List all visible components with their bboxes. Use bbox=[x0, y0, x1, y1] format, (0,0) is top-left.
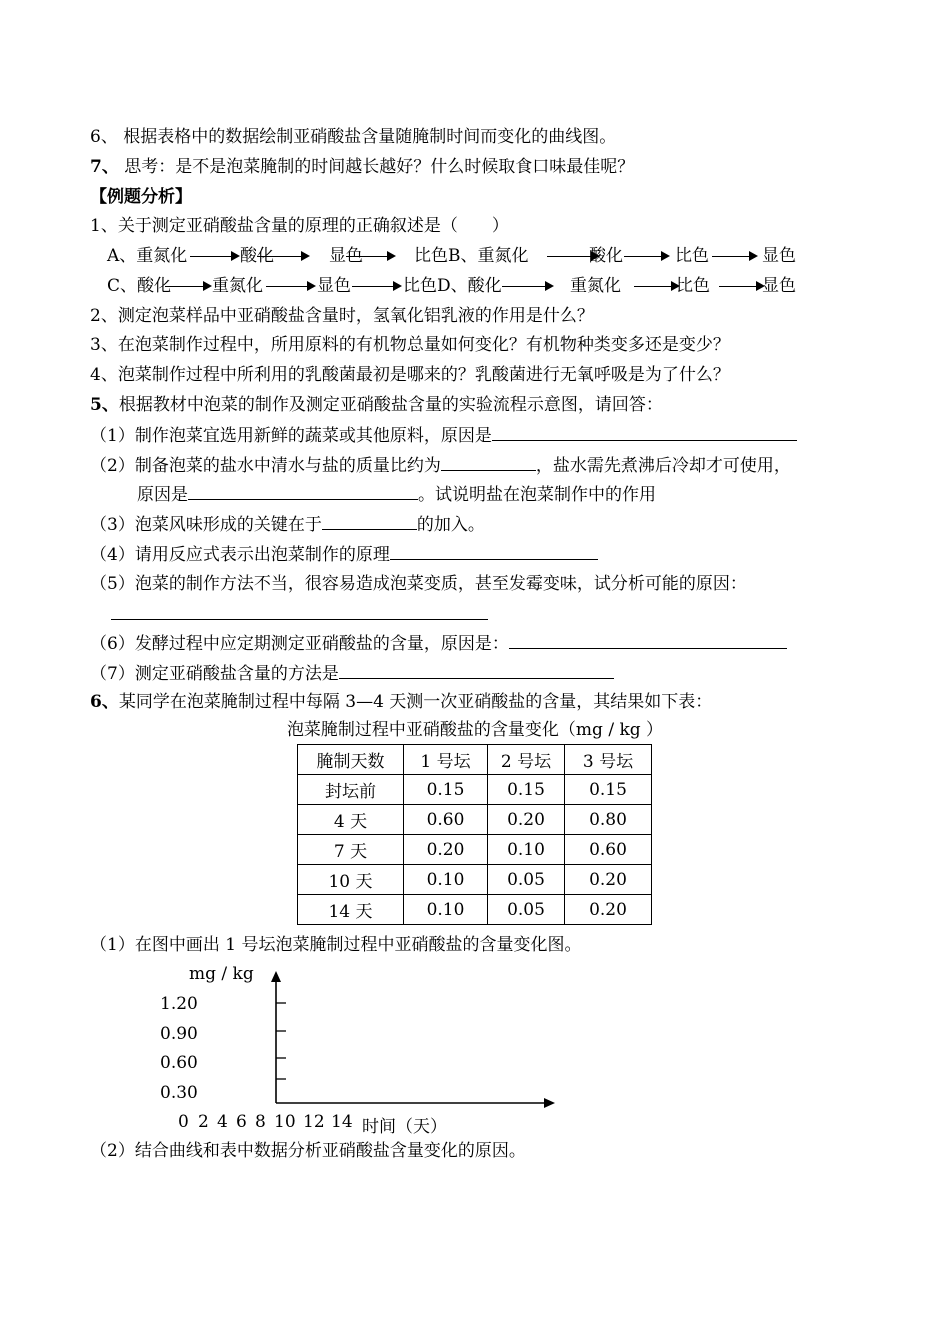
part-1-prompt: （1）在图中画出 1 号坛泡菜腌制过程中亚硝酸盐的含量变化图。 bbox=[90, 935, 582, 955]
option-b-label: B、重氮化 bbox=[448, 246, 529, 266]
sub-4 bbox=[90, 543, 598, 566]
y-tick-label: 0.60 bbox=[160, 1053, 198, 1073]
nitrite-table bbox=[297, 744, 652, 925]
answer-blank-6[interactable] bbox=[509, 632, 787, 649]
table-cell: 0.15 bbox=[565, 775, 652, 805]
table-cell: 0.80 bbox=[565, 805, 652, 835]
part-2-prompt: （2）结合曲线和表中数据分析亚硝酸盐含量变化的原因。 bbox=[90, 1141, 526, 1161]
x-tick-label: 0 bbox=[178, 1112, 189, 1132]
table-cell: 4 天 bbox=[298, 805, 404, 835]
table-cell: 10 天 bbox=[298, 865, 404, 895]
table-cell: 0.10 bbox=[488, 835, 565, 865]
table-cell: 0.10 bbox=[404, 865, 488, 895]
example-5-number: 5、 bbox=[90, 395, 119, 415]
x-axis-label: 时间（天） bbox=[362, 1117, 447, 1137]
y-axis-arrow-icon bbox=[271, 971, 281, 982]
x-tick-label: 6 bbox=[236, 1112, 247, 1132]
table-cell: 0.05 bbox=[488, 895, 565, 925]
sub-2-cont bbox=[137, 483, 656, 506]
header-cell: 3 号坛 bbox=[565, 745, 652, 775]
option-b-step2: 酸化 bbox=[589, 246, 623, 266]
example-1: 1、关于测定亚硝酸盐含量的原理的正确叙述是（ ） bbox=[90, 216, 509, 236]
arrow-b2 bbox=[624, 256, 668, 257]
table-cell: 0.60 bbox=[404, 805, 488, 835]
x-tick-label: 2 bbox=[198, 1112, 209, 1132]
answer-blank-4[interactable] bbox=[390, 543, 598, 560]
sub-1-text: （1）制作泡菜宜选用新鲜的蔬菜或其他原料，原因是 bbox=[90, 426, 492, 446]
table-cell: 0.05 bbox=[488, 865, 565, 895]
option-a-step4: 比色 bbox=[414, 246, 448, 266]
option-d-step2: 重氮化 bbox=[570, 276, 621, 296]
table-caption: 泡菜腌制过程中亚硝酸盐的含量变化（mg / kg ） bbox=[286, 720, 664, 740]
table-cell: 0.20 bbox=[404, 835, 488, 865]
option-d-label: D、酸化 bbox=[437, 276, 502, 296]
option-d-step4: 显色 bbox=[762, 276, 796, 296]
example-6-text: 某同学在泡菜腌制过程中每隔 3—4 天测一次亚硝酸盐的含量，其结果如下表： bbox=[118, 692, 713, 712]
option-b-step4: 显色 bbox=[762, 246, 796, 266]
arrow-d2 bbox=[634, 286, 678, 287]
sub-6 bbox=[90, 632, 787, 655]
sub-7 bbox=[90, 662, 614, 685]
table-header-row bbox=[298, 745, 652, 775]
answer-blank-3[interactable] bbox=[322, 513, 417, 530]
option-c-step3: 显色 bbox=[317, 276, 351, 296]
option-c-label: C、酸化 bbox=[107, 276, 172, 296]
table-cell: 14 天 bbox=[298, 895, 404, 925]
example-5-text: 根据教材中泡菜的制作及测定亚硝酸盐含量的实验流程示意图，请回答： bbox=[118, 395, 663, 415]
table-cell: 0.15 bbox=[488, 775, 565, 805]
table-cell: 0.15 bbox=[404, 775, 488, 805]
table-cell: 0.10 bbox=[404, 895, 488, 925]
example-3: 3、在泡菜制作过程中，所用原料的有机物总量如何变化？有机物种类变多还是变少？ bbox=[90, 335, 730, 355]
table-row bbox=[298, 775, 652, 805]
arrow-b3 bbox=[712, 256, 756, 257]
answer-blank-1[interactable] bbox=[492, 424, 797, 441]
table-cell: 封坛前 bbox=[298, 775, 404, 805]
sub-3-text-a: （3）泡菜风味形成的关键在于 bbox=[90, 515, 322, 535]
example-2: 2、测定泡菜样品中亚硝酸盐含量时，氢氧化铝乳液的作用是什么？ bbox=[90, 306, 594, 326]
example-6 bbox=[90, 691, 712, 713]
q7-number: 7、 bbox=[90, 157, 119, 177]
table-cell: 0.20 bbox=[488, 805, 565, 835]
option-c-step4: 比色 bbox=[403, 276, 437, 296]
y-tick-label: 0.90 bbox=[160, 1024, 198, 1044]
answer-blank-5[interactable] bbox=[111, 619, 488, 620]
arrow-c1 bbox=[165, 286, 210, 287]
x-tick-label: 10 bbox=[274, 1112, 296, 1132]
x-tick-label: 4 bbox=[217, 1112, 228, 1132]
x-tick-label: 14 bbox=[331, 1112, 353, 1132]
answer-blank-7[interactable] bbox=[339, 662, 614, 679]
section-title: 【例题分析】 bbox=[90, 187, 192, 207]
option-a-label: A、重氮化 bbox=[107, 246, 188, 266]
graph-axes bbox=[260, 968, 560, 1108]
q7-text: 思考：是不是泡菜腌制的时间越长越好？什么时候取食口味最佳呢？ bbox=[118, 157, 635, 177]
option-a-step2: 酸化 bbox=[240, 246, 274, 266]
header-cell: 腌制天数 bbox=[298, 745, 404, 775]
sub-5: （5）泡菜的制作方法不当，很容易造成泡菜变质，甚至发霉变味，试分析可能的原因： bbox=[90, 574, 747, 594]
table-cell: 7 天 bbox=[298, 835, 404, 865]
sub-2-text-d: 。试说明盐在泡菜制作中的作用 bbox=[418, 485, 656, 505]
arrow-d3 bbox=[719, 286, 763, 287]
sub-6-text: （6）发酵过程中应定期测定亚硝酸盐的含量，原因是： bbox=[90, 634, 509, 654]
option-b-step3: 比色 bbox=[675, 246, 709, 266]
x-axis-arrow-icon bbox=[544, 1098, 555, 1108]
table-cell: 0.60 bbox=[565, 835, 652, 865]
arrow-d1 bbox=[502, 286, 552, 287]
q6-text: 6、 根据表格中的数据绘制亚硝酸盐含量随腌制时间而变化的曲线图。 bbox=[90, 127, 617, 147]
sub-2-text-b: ，盐水需先煮沸后冷却才可使用， bbox=[535, 456, 791, 476]
q7-line bbox=[90, 156, 634, 178]
sub-7-text: （7）测定亚硝酸盐含量的方法是 bbox=[90, 664, 339, 684]
table-row bbox=[298, 895, 652, 925]
header-cell: 1 号坛 bbox=[404, 745, 488, 775]
table-row bbox=[298, 805, 652, 835]
sub-2-text-a: （2）制备泡菜的盐水中清水与盐的质量比约为 bbox=[90, 456, 441, 476]
x-tick-label: 12 bbox=[303, 1112, 325, 1132]
sub-4-text: （4）请用反应式表示出泡菜制作的原理 bbox=[90, 545, 390, 565]
sub-2-text-c: 原因是 bbox=[137, 485, 188, 505]
answer-blank-2a[interactable] bbox=[441, 454, 536, 471]
option-d-step3: 比色 bbox=[676, 276, 710, 296]
sub-3 bbox=[90, 513, 485, 536]
sub-2 bbox=[90, 454, 791, 477]
arrow-c3 bbox=[352, 286, 400, 287]
sub-3-text-b: 的加入。 bbox=[416, 515, 485, 535]
option-c-step2: 重氮化 bbox=[212, 276, 263, 296]
y-unit-label: mg / kg bbox=[189, 964, 254, 984]
arrow-c2 bbox=[266, 286, 314, 287]
example-4: 4、泡菜制作过程中所利用的乳酸菌最初是哪来的？乳酸菌进行无氧呼吸是为了什么？ bbox=[90, 365, 730, 385]
y-tick-label: 0.30 bbox=[160, 1083, 198, 1103]
example-6-number: 6、 bbox=[90, 692, 119, 712]
example-5 bbox=[90, 394, 663, 416]
table-row bbox=[298, 835, 652, 865]
arrow-a3 bbox=[346, 256, 394, 257]
header-cell: 2 号坛 bbox=[488, 745, 565, 775]
table-row bbox=[298, 865, 652, 895]
answer-blank-2b[interactable] bbox=[188, 483, 418, 500]
arrow-a2 bbox=[257, 256, 308, 257]
table-cell: 0.20 bbox=[565, 865, 652, 895]
option-a-step3: 显色 bbox=[329, 246, 363, 266]
table-cell: 0.20 bbox=[565, 895, 652, 925]
x-tick-label: 8 bbox=[255, 1112, 266, 1132]
arrow-a1 bbox=[190, 256, 238, 257]
sub-1 bbox=[90, 424, 797, 447]
y-tick-label: 1.20 bbox=[160, 994, 198, 1014]
